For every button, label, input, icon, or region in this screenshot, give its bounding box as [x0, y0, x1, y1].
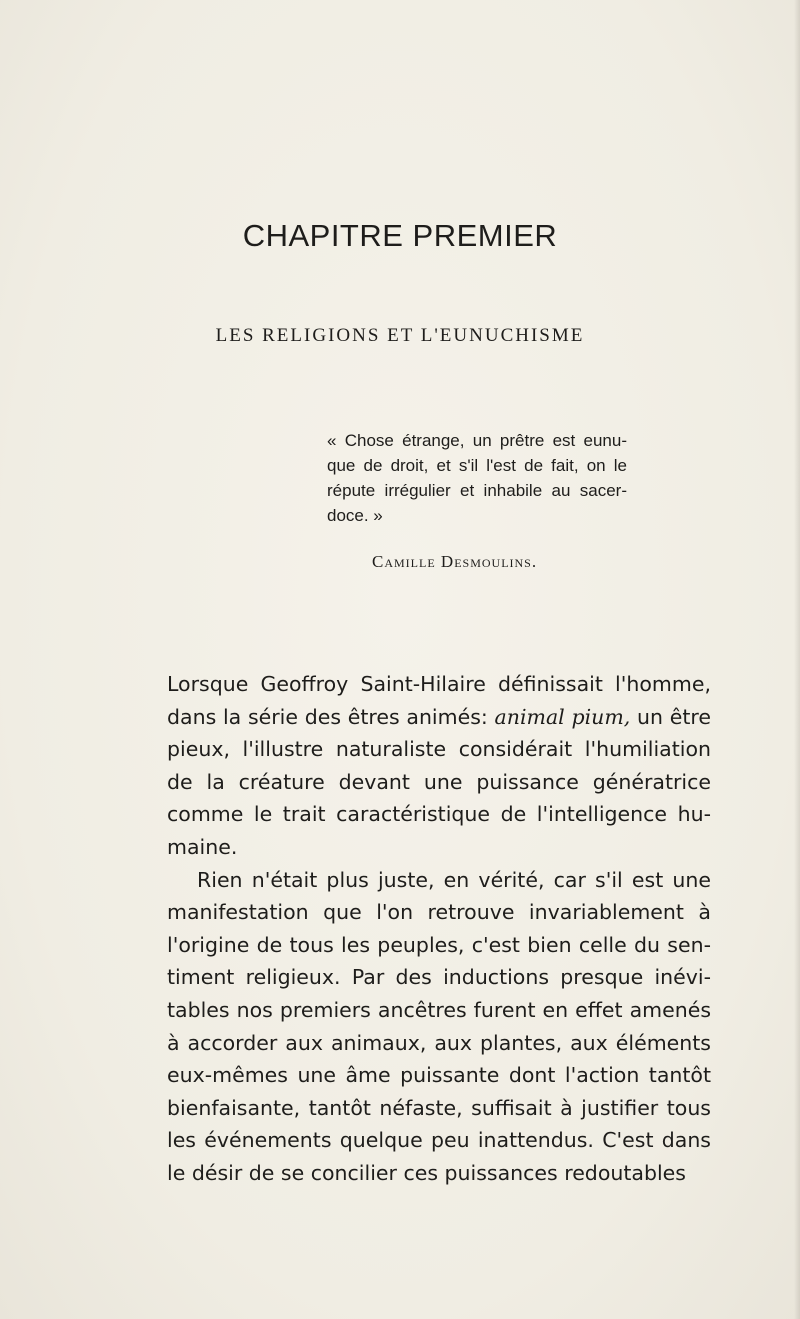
epigraph-line: répute irrégulier et inhabile au sacer- [327, 481, 627, 500]
text-line: tables nos premiers ancêtres furent en effet amenés [167, 997, 711, 1022]
text-segment: dans la série des êtres animés: [167, 704, 488, 729]
text-line: le désir de se concilier ces puissances redoutables [167, 1160, 686, 1185]
paragraph-1 [167, 668, 711, 864]
text-line: manifestation que l'on retrouve invariablement à [167, 900, 711, 925]
text-line [167, 701, 711, 734]
text-line: timent religieux. Par des inductions presque inévi- [167, 965, 711, 990]
text-line: les événements quelque peu inattendus. C'est dans [167, 1128, 711, 1153]
text-line: bienfaisante, tantôt néfaste, suffisait à justifier tous [167, 1095, 711, 1120]
text-line: eux-mêmes une âme puissante dont l'action tantôt [167, 1063, 711, 1088]
text-line: l'origine de tous les peuples, c'est bien celle du sen- [167, 932, 711, 957]
paragraph-2 [167, 864, 711, 1190]
text-line: Lorsque Geoffroy Saint-Hilaire définissait l'homme, [167, 672, 711, 696]
text-line: Rien n'était plus juste, en vérité, car s'il est une [197, 867, 711, 892]
latin-term: animal pium, [494, 704, 631, 729]
epigraph-author: Camille Desmoulins. [372, 552, 538, 571]
text-line: de la créature devant une puissance génératrice [167, 769, 711, 794]
body-text [167, 668, 711, 1190]
text-segment: un être [637, 704, 711, 729]
epigraph-line: « Chose étrange, un prêtre est eunu- [327, 431, 627, 450]
text-line: pieux, l'illustre naturaliste considérait l'humiliation [167, 737, 711, 762]
text-line: comme le trait caractéristique de l'intelligence hu- [167, 802, 711, 827]
epigraph-line: que de droit, et s'il l'est de fait, on le [327, 456, 627, 475]
text-line: à accorder aux animaux, aux plantes, aux éléments [167, 1030, 711, 1055]
epigraph-quote [327, 428, 627, 528]
text-line: maine. [167, 834, 238, 859]
page-edge-shadow [794, 0, 800, 1319]
chapter-title: CHAPITRE PREMIER [242, 218, 558, 253]
epigraph-line: doce. » [327, 506, 383, 525]
chapter-subtitle: LES RELIGIONS ET L'EUNUCHISME [215, 325, 585, 346]
